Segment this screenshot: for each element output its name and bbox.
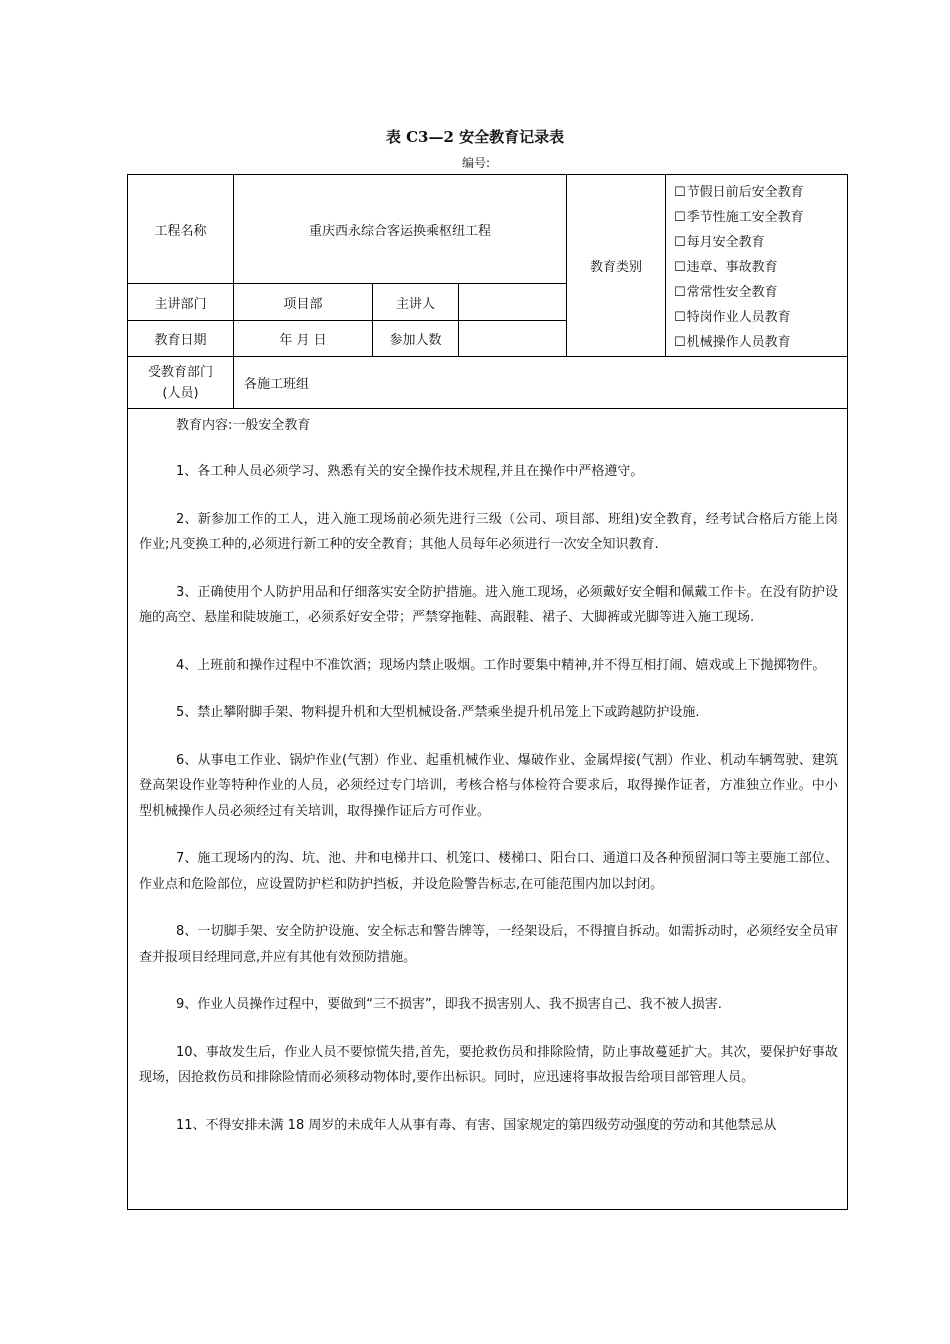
category-option-label: 常常性安全教育 (686, 285, 778, 300)
content-item: 2、新参加工作的工人，进入施工现场前必须先进行三级（公司、项目部、班组)安全教育，经考试合格后方能上岗作业;凡变换工种的,必须进行新工种的安全教育；其他人员每年必须进行一次安全知识教育. (139, 511, 839, 552)
serial-number-label: 编号: (462, 156, 491, 170)
education-record-table (127, 174, 848, 1210)
content-item: 1、各工种人员必须学习、熟悉有关的安全操作技术规程,并且在操作中严格遵守。 (176, 464, 644, 479)
lecture-dept-label: 主讲部门 (128, 284, 234, 321)
category-option[interactable] (674, 205, 847, 230)
education-date-value[interactable]: 年 月 日 (234, 321, 373, 357)
category-option-label: 违章、事故教育 (686, 260, 778, 275)
attendees-label: 参加人数 (373, 321, 459, 357)
content-item: 6、从事电工作业、锅炉作业(气割）作业、起重机械作业、爆破作业、金属焊接(气割）作业、机动车辆驾驶、建筑登高架设作业等特种作业的人员，必须经过专门培训，考核合格与体检符合要求后，取得操作证者，方准独立作业。中小型机械操作人员必须经过有关培训，取得操作证后方可作业。 (139, 752, 839, 819)
category-option[interactable] (674, 330, 847, 355)
category-option-label: 节假日前后安全教育 (686, 185, 804, 200)
checkbox-icon[interactable]: ☐ (674, 185, 686, 200)
trainee-dept-value[interactable]: 各施工班组 (234, 357, 848, 409)
category-option-label: 每月安全教育 (686, 235, 765, 250)
checkbox-icon[interactable]: ☐ (674, 285, 686, 300)
checkbox-icon[interactable]: ☐ (674, 310, 686, 325)
trainee-dept-label (128, 357, 234, 409)
education-category-label: 教育类别 (567, 175, 666, 357)
lecturer-value[interactable] (459, 284, 567, 321)
checkbox-icon[interactable]: ☐ (674, 260, 686, 275)
category-option-label: 季节性施工安全教育 (686, 210, 804, 225)
content-item: 9、作业人员操作过程中，要做到“三不损害”，即我不损害别人、我不损害自己、我不被人损害. (176, 997, 722, 1012)
category-option[interactable] (674, 305, 847, 330)
project-name-value: 重庆西永综合客运换乘枢纽工程 (234, 175, 567, 284)
education-content (128, 409, 848, 1210)
attendees-value[interactable] (459, 321, 567, 357)
content-heading: 教育内容:一般安全教育 (176, 418, 311, 433)
checkbox-icon[interactable]: ☐ (674, 235, 686, 250)
content-item: 3、正确使用个人防护用品和仔细落实安全防护措施。进入施工现场，必须戴好安全帽和佩戴工作卡。在没有防护设施的高空、悬崖和陡坡施工，必须系好安全带；严禁穿拖鞋、高跟鞋、裙子、大脚裤或光脚等进入施工现场. (139, 584, 839, 625)
project-name-label: 工程名称 (128, 175, 234, 284)
content-item: 10、事故发生后，作业人员不要惊慌失措,首先，要抢救伤员和排除险情，防止事故蔓延扩大。其次，要保护好事故现场，因抢救伤员和排除险情而必须移动物体时,要作出标识。同时，应迅速将事故报告给项目部管理人员。 (139, 1044, 839, 1085)
content-item: 5、禁止攀附脚手架、物料提升机和大型机械设备.严禁乘坐提升机吊笼上下或跨越防护设施. (176, 705, 700, 720)
category-option-label: 特岗作业人员教育 (686, 310, 791, 325)
content-item: 8、一切脚手架、安全防护设施、安全标志和警告牌等，一经架设后，不得擅自拆动。如需拆动时，必须经安全员审查并报项目经理同意,并应有其他有效预防措施。 (139, 924, 839, 965)
document-title: 表 C3—2 安全教育记录表 (385, 128, 565, 146)
lecturer-label: 主讲人 (373, 284, 459, 321)
trainee-dept-label-line2: (人员) (162, 385, 199, 401)
content-item: 7、施工现场内的沟、坑、池、井和电梯井口、机笼口、楼梯口、阳台口、通道口及各种预留洞口等主要施工部位、作业点和危险部位，应设置防护栏和防护挡板，并设危险警告标志,在可能范围内加以封闭。 (139, 851, 839, 892)
content-item: 4、上班前和操作过程中不准饮酒；现场内禁止吸烟。工作时要集中精神,并不得互相打闹、嬉戏或上下抛掷物件。 (176, 657, 826, 673)
lecture-dept-value[interactable]: 项目部 (234, 284, 373, 321)
education-category-list (666, 175, 848, 357)
category-option[interactable] (674, 180, 847, 205)
category-option[interactable] (674, 280, 847, 305)
checkbox-icon[interactable]: ☐ (674, 210, 686, 225)
category-option-label: 机械操作人员教育 (686, 335, 791, 350)
education-date-label: 教育日期 (128, 321, 234, 357)
category-option[interactable] (674, 255, 847, 280)
category-option[interactable] (674, 230, 847, 255)
trainee-dept-label-line1: 受教育部门 (147, 364, 213, 380)
checkbox-icon[interactable]: ☐ (674, 335, 686, 350)
content-item: 11、不得安排未满 18 周岁的未成年人从事有毒、有害、国家规定的第四级劳动强度的劳动和其他禁忌从 (176, 1117, 777, 1133)
